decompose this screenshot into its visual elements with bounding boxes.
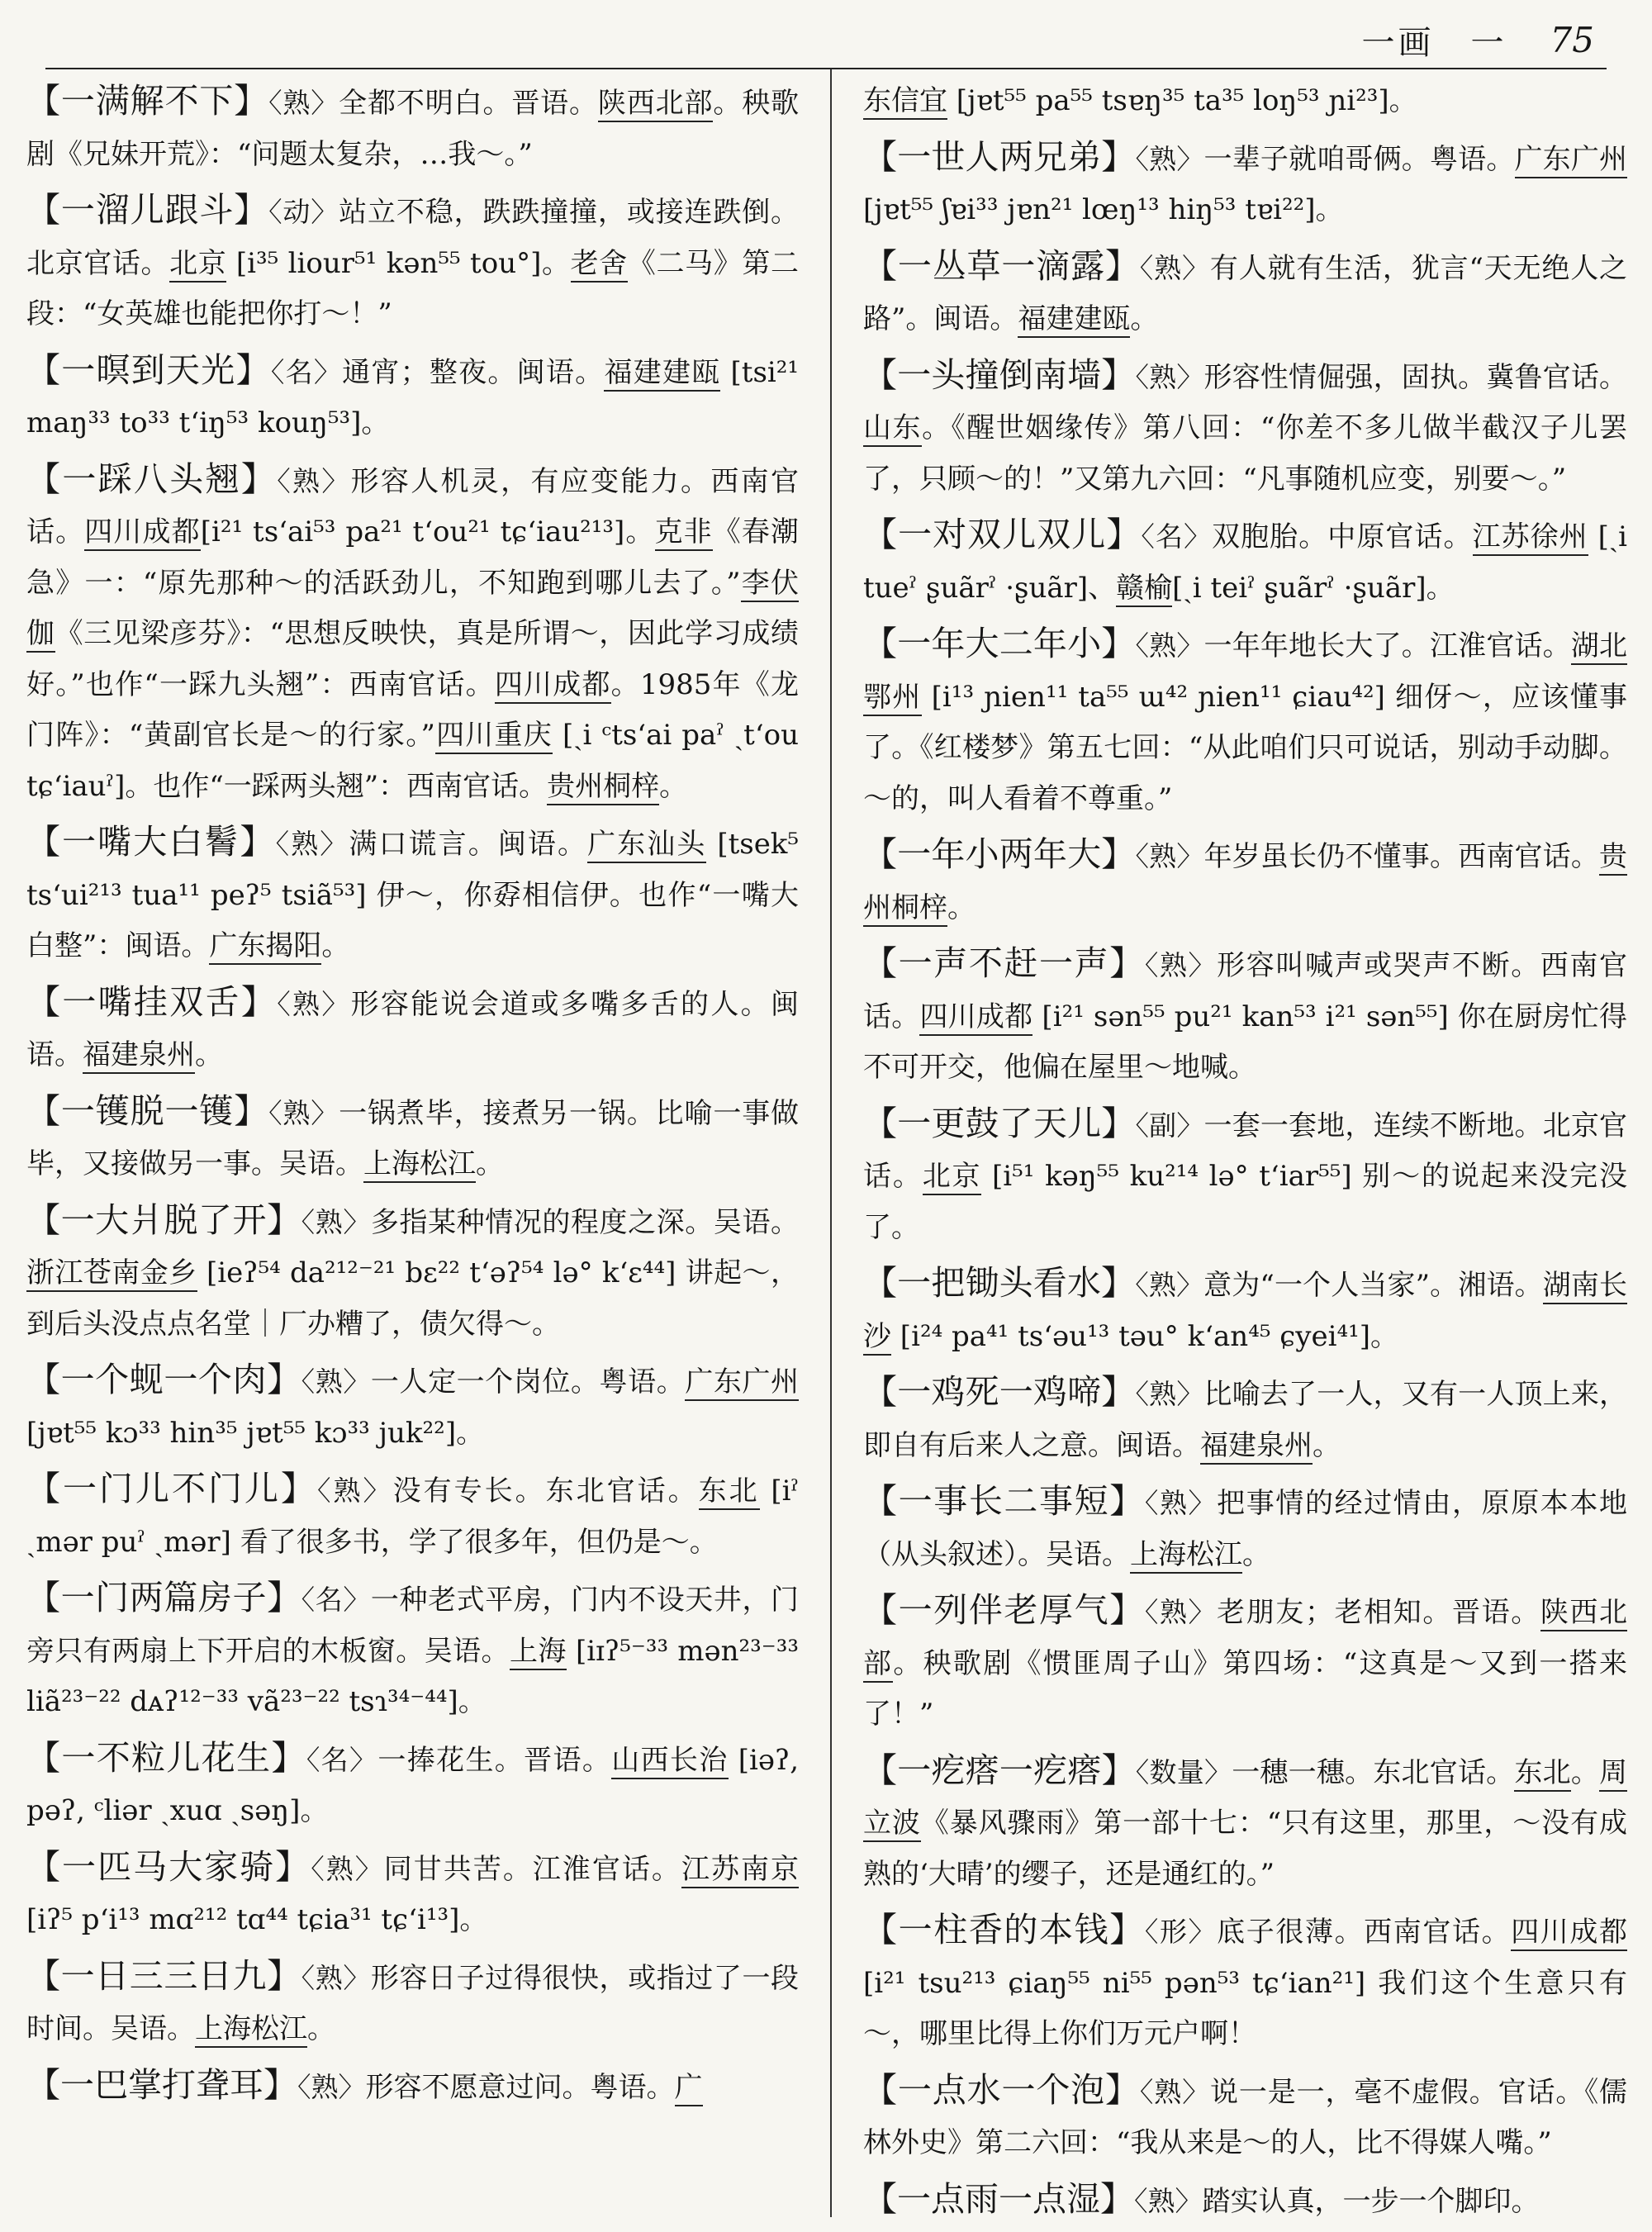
dictionary-entry (863, 132, 1627, 236)
bracket-close: 】 (1106, 515, 1142, 554)
location-underlined: 山西长治 (611, 1744, 728, 1779)
entry-headword: 一镬脱一镬 (60, 1090, 235, 1131)
location-underlined: 广东揭阳 (209, 929, 321, 965)
dictionary-entry (863, 619, 1627, 824)
entry-headword: 一头撞倒南墙 (897, 354, 1102, 395)
bracket-open: 【 (863, 1372, 898, 1412)
part-of-speech: 〈熟〉 (301, 1961, 371, 1994)
entry-headword: 一门两篇房子 (60, 1578, 268, 1617)
part-of-speech: 〈熟〉 (1144, 949, 1218, 981)
dictionary-entry (26, 1573, 799, 1728)
bracket-open: 【 (863, 943, 899, 983)
part-of-speech: 〈熟〉 (1135, 629, 1204, 662)
entry-text: 全都不明白。晋语。 (339, 87, 598, 120)
entry-text: 双胞胎。中原官话。 (1212, 520, 1473, 553)
dictionary-entry (26, 1464, 799, 1568)
bracket-close: 】 (267, 1199, 301, 1240)
entry-headword: 一声不赶一声 (898, 943, 1110, 983)
bracket-close: 】 (1100, 2178, 1134, 2219)
part-of-speech: 〈熟〉 (1135, 1269, 1204, 1301)
entry-text: 形容日子过得很快，或指过了一段时间。吴语。 (26, 1961, 800, 2045)
column-divider (830, 69, 832, 2217)
entry-text: 。 (947, 890, 976, 924)
dictionary-entry (863, 938, 1627, 1094)
entry-text: [iˀ ˏmər puˀ ˏmər] 看了很多书，学了很多年，但仍是～。 (26, 1475, 800, 1559)
bracket-open: 【 (863, 1103, 898, 1143)
bracket-close: 】 (263, 2064, 297, 2105)
bracket-open: 【 (863, 1481, 899, 1521)
bracket-open: 【 (863, 1590, 899, 1630)
entry-headword: 一不粒儿花生 (61, 1737, 272, 1778)
entry-text: 《二马》第二段：“女英雄也能把你打～！” (26, 246, 800, 330)
entry-text: 。 (1130, 302, 1159, 335)
entry-headword: 一日三三日九 (60, 1955, 268, 1996)
bracket-close: 】 (1101, 1372, 1136, 1412)
bracket-open: 【 (26, 1846, 63, 1887)
entry-headword: 一踩八头翘 (62, 458, 241, 499)
entry-headword: 一丛草一滴露 (897, 245, 1105, 286)
bracket-open: 【 (26, 1737, 62, 1778)
location-underlined: 贵州桐梓 (547, 770, 659, 805)
dictionary-entry (26, 1355, 799, 1459)
location-underlined: 福建泉州 (1200, 1429, 1313, 1465)
entry-text: 形容不愿意过问。粤语。 (365, 2070, 675, 2104)
bracket-close: 】 (275, 1846, 311, 1887)
entry-headword: 一匹马大家骑 (62, 1846, 276, 1887)
location-underlined: 四川成都 (919, 1000, 1032, 1036)
entry-text: 。秧歌剧《惯匪周子山》第四场：“这真是～又到一搭来了！” (863, 1646, 1627, 1731)
entry-headword: 一嘴挂双舌 (62, 981, 241, 1022)
dictionary-entry (26, 2060, 799, 2114)
entry-headword: 一点水一个泡 (897, 2069, 1106, 2110)
location-underlined: 江苏徐州 (1473, 520, 1588, 556)
entry-headword: 一对双儿双儿 (898, 515, 1107, 554)
entry-text: 。 (1570, 1755, 1600, 1789)
entry-text: 一锅煮毕，接煮另一锅。比喻一事做毕，又接做另一事。吴语。 (26, 1096, 800, 1180)
entry-headword: 一点雨一点湿 (897, 2178, 1100, 2219)
entry-text: 《春潮急》一：“原先那种～的活跃劲儿，不知跑到哪儿去了。” (26, 515, 800, 600)
location-underlined: 四川成都 (84, 515, 200, 551)
dictionary-entry (863, 2174, 1627, 2228)
entry-text: [tsi²¹ maŋ³³ to³³ t‘iŋ⁵³ kouŋ⁵³]。 (26, 355, 800, 439)
dictionary-entry (863, 2065, 1627, 2169)
location-underlined: 四川重庆 (435, 719, 553, 754)
entry-text: [i¹³ ɲien¹¹ ta⁵⁵ ɯ⁴² ɲien¹¹ ɕiau⁴²] 细伢～，应该懂事了。《红楼梦》第五七回：“从此咱们只可说话，别动手动脚。～的，叫人看着不尊重。” (863, 680, 1628, 815)
entry-headword: 一列伴老厚气 (898, 1590, 1110, 1630)
entry-text: 。 (1313, 1428, 1341, 1462)
location-underlined: 山东 (863, 411, 922, 447)
header-rule (45, 68, 1607, 69)
entry-headword: 一大爿脱了开 (60, 1199, 268, 1240)
entry-headword: 一门儿不门儿 (63, 1469, 282, 1508)
bracket-open: 【 (26, 81, 61, 121)
entry-text: 形容叫喊声或哭声不断。西南官话。 (863, 949, 1628, 1033)
entry-text: 。1985年《龙门阵》：“黄副官长是～的行家。” (26, 667, 800, 752)
location-underlined: 四川成都 (495, 668, 611, 704)
bracket-close: 】 (1101, 834, 1136, 874)
entry-headword: 一嘴大白鬌 (62, 822, 240, 862)
bracket-open: 【 (863, 1910, 899, 1949)
entry-text: 同甘共苦。江淮官话。 (383, 1852, 681, 1886)
entry-text: 满口谎言。闽语。 (349, 828, 588, 861)
location-underlined: 陕西北部 (598, 87, 713, 122)
entry-text: 一年年地长大了。江淮官话。 (1203, 629, 1571, 662)
location-underlined: 广东广州 (685, 1365, 799, 1401)
bracket-close: 】 (1101, 1750, 1136, 1790)
part-of-speech: 〈熟〉 (1135, 142, 1204, 175)
bracket-open: 【 (26, 1469, 64, 1508)
dictionary-entry (26, 1951, 799, 2055)
entry-text: [ieʔ⁵⁴ da²¹²⁻²¹ bɛ²² t‘əʔ⁵⁴ lə° k‘ɛ⁴⁴] 讲起～，到后头没点点名堂｜厂办糟了，债欠得～。 (26, 1256, 799, 1341)
bracket-close: 】 (240, 981, 278, 1022)
location-underlined: 福建泉州 (83, 1038, 195, 1074)
dictionary-entry (26, 1842, 799, 1946)
location-underlined: 上海松江 (195, 2012, 307, 2048)
location-underlined: 福建建瓯 (1018, 302, 1130, 338)
bracket-close: 】 (271, 1737, 306, 1778)
entry-headword: 一溜儿跟斗 (60, 190, 235, 230)
entry-text: [jɐt⁵⁵ ʃɐi³³ jɐn²¹ lœŋ¹³ hiŋ⁵³ tɐi²²]。 (863, 193, 1344, 226)
entry-text: [ˏi ᶜts‘ai paˀ ˏt‘ou tɕ‘iauˀ]。也作“一踩两头翘”：西南官话。 (26, 719, 800, 803)
bracket-open: 【 (26, 981, 63, 1022)
bracket-close: 】 (1109, 1590, 1145, 1630)
bracket-close: 】 (267, 1578, 301, 1617)
entry-text: 说一是一，毫不虚假。官话。《儒林外史》第二六回：“我从来是～的人，比不得媒人嘴。” (863, 2075, 1628, 2159)
entry-text: 站立不稳，跌跌撞撞，或接连跌倒。北京官话。 (26, 196, 800, 280)
entry-headword: 一鸡死一鸡啼 (897, 1372, 1102, 1412)
bracket-open: 【 (863, 2178, 897, 2219)
dictionary-entry (26, 345, 799, 449)
bracket-close: 】 (1101, 354, 1136, 395)
entry-text: [i²¹ sən⁵⁵ pu²¹ kan⁵³ i²¹ sən⁵⁵] 你在厨房忙得不可开交，他偏在屋里～地喊。 (863, 1000, 1628, 1084)
bracket-close: 】 (234, 81, 269, 121)
bracket-open: 【 (863, 136, 898, 177)
location-underlined: 周立波 (863, 1756, 1627, 1843)
part-of-speech: 〈熟〉 (1139, 2075, 1211, 2108)
entry-headword: 一柱香的本钱 (898, 1910, 1110, 1949)
location-underlined: 湖北鄂州 (863, 629, 1627, 716)
entry-text: [i²⁴ pa⁴¹ ts‘əu¹³ təu° k‘an⁴⁵ ɕyei⁴¹]。 (891, 1319, 1399, 1353)
location-underlined: 上海松江 (363, 1147, 476, 1183)
location-underlined: 东北 (1514, 1756, 1570, 1792)
entry-headword: 一暝到天光 (61, 349, 236, 390)
part-of-speech: 〈熟〉 (268, 1096, 339, 1129)
entry-text: [ˎi tueˀ ʂuãrˀ ·ʂuãr]、 (863, 520, 1628, 605)
location-underlined: 北京 (169, 247, 226, 283)
entry-headword: 一年小两年大 (897, 834, 1102, 874)
entry-text: 形容人机灵，有应变能力。西南官话。 (26, 464, 799, 549)
entry-text: [i²¹ ts‘ai⁵³ pa²¹ t‘ou²¹ tɕ‘iau²¹³]。 (200, 515, 655, 549)
dictionary-entry (863, 350, 1627, 506)
bracket-close: 】 (240, 458, 278, 499)
bracket-close: 】 (281, 1469, 318, 1508)
entry-headword: 一个蚬一个肉 (60, 1360, 268, 1399)
entry-text: 形容性情倔强，固执。冀鲁官话。 (1203, 360, 1628, 394)
location-underlined: 老舍 (571, 247, 628, 283)
bracket-open: 【 (26, 2064, 60, 2105)
entry-text: 一辈子就咱哥俩。粤语。 (1203, 142, 1515, 176)
part-of-speech: 〈熟〉 (1134, 2184, 1203, 2217)
location-underlined: 赣榆 (1116, 572, 1172, 607)
page-number: 75 (1550, 19, 1594, 60)
entry-text: 有人就有生活，犹言“天无绝人之路”。闽语。 (863, 251, 1628, 335)
part-of-speech: 〈名〉 (306, 1743, 378, 1776)
entry-text: 一种老式平房，门内不设天井，门旁只有两扇上下开启的木板窗。吴语。 (26, 1584, 800, 1668)
bracket-close: 】 (1104, 245, 1140, 286)
bracket-close: 】 (1109, 1481, 1145, 1521)
location-underlined: 广 (675, 2071, 703, 2106)
entry-text: [i³⁵ liour⁵¹ kən⁵⁵ tou°]。 (226, 246, 571, 280)
entry-text: 。 (321, 929, 350, 962)
entry-headword: 一年大二年小 (897, 624, 1102, 663)
dictionary-entry (26, 977, 799, 1081)
bracket-close: 】 (235, 349, 271, 390)
entry-text: 年岁虽长仍不懂事。西南官话。 (1203, 840, 1600, 873)
part-of-speech: 〈形〉 (1144, 1916, 1218, 1948)
entry-text: 。秧歌剧《兄妹开荒》：“问题太复杂，…我～。” (26, 87, 800, 171)
dictionary-entry (26, 76, 799, 180)
bracket-open: 【 (863, 354, 898, 395)
entry-text: 。 (1242, 1537, 1270, 1571)
entry-text: 比喻去了一人，又有一人顶上来，即自有后来人之意。闽语。 (863, 1378, 1628, 1462)
bracket-open: 【 (863, 1263, 898, 1303)
dictionary-entry (863, 76, 1627, 127)
part-of-speech: 〈熟〉 (301, 1365, 371, 1398)
entry-text: 形容能说会道或多嘴多舌的人。闽语。 (26, 987, 799, 1071)
bracket-open: 【 (26, 1578, 61, 1617)
dictionary-entry (26, 454, 799, 813)
dictionary-entry (863, 1476, 1627, 1580)
entry-text: 。 (476, 1147, 504, 1180)
entry-text: 把事情的经过情由，原原本本地（从头叙述）。吴语。 (863, 1487, 1628, 1571)
location-underlined: 上海松江 (1130, 1538, 1242, 1574)
bracket-close: 】 (1101, 624, 1136, 663)
location-underlined: 上海 (510, 1635, 567, 1670)
bracket-open: 【 (26, 1955, 61, 1996)
part-of-speech: 〈熟〉 (1135, 1378, 1204, 1410)
part-of-speech: 〈副〉 (1135, 1109, 1204, 1142)
part-of-speech: 〈熟〉 (317, 1475, 393, 1507)
entry-text: 一穗一穗。东北官话。 (1232, 1755, 1515, 1789)
entry-text: [jɐt⁵⁵ pa⁵⁵ tsɐŋ³⁵ ta³⁵ loŋ⁵³ ɲi²³]。 (947, 84, 1417, 117)
part-of-speech: 〈熟〉 (297, 2070, 366, 2103)
entry-text: 踏实认真，一步一个脚印。 (1202, 2184, 1540, 2218)
location-underlined: 四川成都 (1511, 1916, 1627, 1951)
dictionary-entry (863, 1905, 1627, 2060)
bracket-open: 【 (863, 245, 898, 286)
entry-text: [iʔ⁵ p‘i¹³ mɑ²¹² tɑ⁴⁴ tɕia³¹ tɕ‘i¹³]。 (26, 1903, 488, 1936)
part-of-speech: 〈熟〉 (301, 1205, 371, 1238)
part-of-speech: 〈名〉 (301, 1584, 371, 1616)
bracket-close: 】 (1105, 2069, 1140, 2110)
location-underlined: 湖南长沙 (863, 1269, 1627, 1356)
part-of-speech: 〈熟〉 (277, 987, 351, 1020)
entry-text: 底子很薄。西南官话。 (1217, 1916, 1512, 1949)
part-of-speech: 〈熟〉 (1135, 360, 1204, 393)
right-column (863, 76, 1627, 2232)
bracket-open: 【 (863, 2069, 898, 2110)
entry-headword: 一满解不下 (60, 81, 235, 121)
entry-text: [iɪʔ⁵⁻³³ mən²³⁻³³ liã²³⁻²² dᴀʔ¹²⁻³³ vã²³⁻²² tsɿ³⁴⁻⁴⁴]。 (26, 1634, 800, 1718)
part-of-speech: 〈数量〉 (1135, 1755, 1232, 1788)
part-of-speech: 〈熟〉 (275, 828, 349, 860)
entry-text: 。 (307, 2012, 335, 2045)
dictionary-entry (863, 1099, 1627, 1254)
entry-headword: 一世人两兄弟 (897, 136, 1102, 177)
location-underlined: 克非 (655, 515, 713, 551)
dictionary-entry (26, 1086, 799, 1190)
entry-text: [tsek⁵ ts‘ui²¹³ tua¹¹ peʔ⁵ tsiã⁵³] 伊～，你孬相信伊。也作“一嘴大白整”：闽语。 (26, 828, 800, 962)
dictionary-entry (863, 1745, 1627, 1901)
running-head: 一画 一 (1361, 23, 1507, 62)
entry-headword: 一事长二事短 (898, 1481, 1110, 1521)
dictionary-entry (863, 510, 1627, 614)
location-underlined: 福建建瓯 (604, 356, 720, 392)
bracket-close: 】 (240, 822, 276, 862)
part-of-speech: 〈熟〉 (268, 87, 339, 119)
bracket-close: 】 (1101, 1263, 1136, 1303)
dictionary-entry (863, 1367, 1627, 1471)
entry-text: 。《醒世姻缘传》第八回：“你差不多儿做半截汉子儿罢了，只顾～的！”又第九六回：“凡事随机应变，别要～。” (863, 411, 1627, 496)
bracket-open: 【 (26, 1199, 61, 1240)
location-underlined: 北京 (923, 1160, 982, 1195)
bracket-close: 】 (1109, 943, 1145, 983)
entry-text: 一捧花生。晋语。 (377, 1743, 612, 1777)
location-underlined: 浙江苍南金乡 (26, 1256, 197, 1292)
part-of-speech: 〈名〉 (1141, 520, 1213, 553)
bracket-open: 【 (26, 1360, 61, 1399)
bracket-open: 【 (26, 349, 62, 390)
bracket-open: 【 (26, 1090, 61, 1131)
left-column (26, 76, 799, 2118)
part-of-speech: 〈熟〉 (277, 464, 351, 497)
entry-text: [jɐt⁵⁵ kɔ³³ hin³⁵ jɐt⁵⁵ kɔ³³ juk²²]。 (26, 1416, 485, 1450)
location-underlined: 广东汕头 (587, 828, 706, 863)
dictionary-entry (26, 1195, 799, 1351)
part-of-speech: 〈熟〉 (311, 1852, 384, 1885)
bracket-close: 】 (1101, 136, 1136, 177)
part-of-speech: 〈名〉 (270, 355, 343, 388)
bracket-open: 【 (26, 458, 63, 499)
part-of-speech: 〈熟〉 (1135, 840, 1204, 872)
entry-text: 没有专长。东北官话。 (392, 1475, 699, 1508)
part-of-speech: 〈熟〉 (1144, 1487, 1218, 1519)
location-underlined: 陕西北部 (863, 1596, 1627, 1683)
bracket-open: 【 (26, 822, 63, 862)
entry-headword: 一疙瘩一疙瘩 (897, 1750, 1102, 1790)
entry-text: 通宵；整夜。闽语。 (342, 355, 605, 389)
location-underlined: 东北 (699, 1475, 760, 1510)
bracket-close: 】 (234, 190, 269, 230)
entry-text: 一套一套地，连续不断地。北京官话。 (863, 1109, 1628, 1193)
part-of-speech: 〈动〉 (268, 196, 339, 228)
dictionary-entry (26, 1733, 799, 1837)
dictionary-entry (863, 1258, 1627, 1362)
location-underlined: 广东广州 (1515, 143, 1628, 178)
entry-headword: 一巴掌打聋耳 (60, 2064, 263, 2105)
part-of-speech: 〈熟〉 (1144, 1596, 1218, 1628)
entry-text: [iəʔ, pəʔ, ᶜliər ˏxuɑ ˏsəŋ]。 (26, 1743, 800, 1827)
location-underlined: 江苏南京 (681, 1853, 799, 1888)
bracket-close: 】 (267, 1955, 301, 1996)
location-underlined: 贵州桐梓 (863, 840, 1627, 927)
entry-text: 《三见梁彦芬》：“思想反映快，真是所谓～，因此学习成绩好。”也作“一踩九头翘”：西南官话。 (26, 617, 799, 701)
bracket-open: 【 (863, 624, 898, 663)
page-header (1132, 15, 1594, 64)
entry-text: 《暴风骤雨》第一部十七：“只有这里，那里，～没有成熟的‘大晴’的缨子，还是通红的。” (863, 1807, 1628, 1891)
part-of-speech: 〈熟〉 (1139, 251, 1210, 284)
bracket-open: 【 (26, 190, 61, 230)
entry-text: [ˎi teiˀ ʂuãrˀ ·ʂuãr]。 (1172, 571, 1455, 605)
bracket-open: 【 (863, 1750, 898, 1790)
entry-headword: 一把锄头看水 (897, 1263, 1102, 1303)
entry-text: 一人定一个岗位。粤语。 (370, 1365, 686, 1399)
entry-text: 多指某种情况的程度之深。吴语。 (370, 1205, 800, 1239)
bracket-close: 】 (1109, 1910, 1145, 1949)
entry-text: 。 (659, 769, 688, 803)
entry-text: [i²¹ tsu²¹³ ɕiaŋ⁵⁵ ni⁵⁵ pən⁵³ tɕ‘ian²¹] 我们这个生意只有～，哪里比得上你们万元户啊！ (863, 1966, 1627, 2050)
dictionary-entry (863, 1585, 1627, 1740)
entry-text: 意为“一个人当家”。湘语。 (1203, 1269, 1543, 1302)
bracket-close: 】 (1101, 1103, 1136, 1143)
dictionary-entry (863, 241, 1627, 345)
bracket-close: 】 (234, 1090, 269, 1131)
bracket-open: 【 (863, 515, 899, 554)
location-underlined: 东信宜 (863, 84, 947, 120)
entry-text: 老朋友；老相知。晋语。 (1217, 1596, 1540, 1629)
bracket-close: 】 (267, 1360, 301, 1399)
dictionary-entry (863, 829, 1627, 933)
dictionary-entry (26, 817, 799, 972)
entry-text: [i⁵¹ kəŋ⁵⁵ ku²¹⁴ lə° t‘iar⁵⁵] 别～的说起来没完没了。 (863, 1160, 1628, 1244)
location-underlined: 李伏伽 (26, 567, 799, 653)
bracket-open: 【 (863, 834, 898, 874)
entry-text: 。 (195, 1038, 223, 1071)
entry-headword: 一更鼓了天儿 (897, 1103, 1102, 1143)
dictionary-entry (26, 185, 799, 340)
